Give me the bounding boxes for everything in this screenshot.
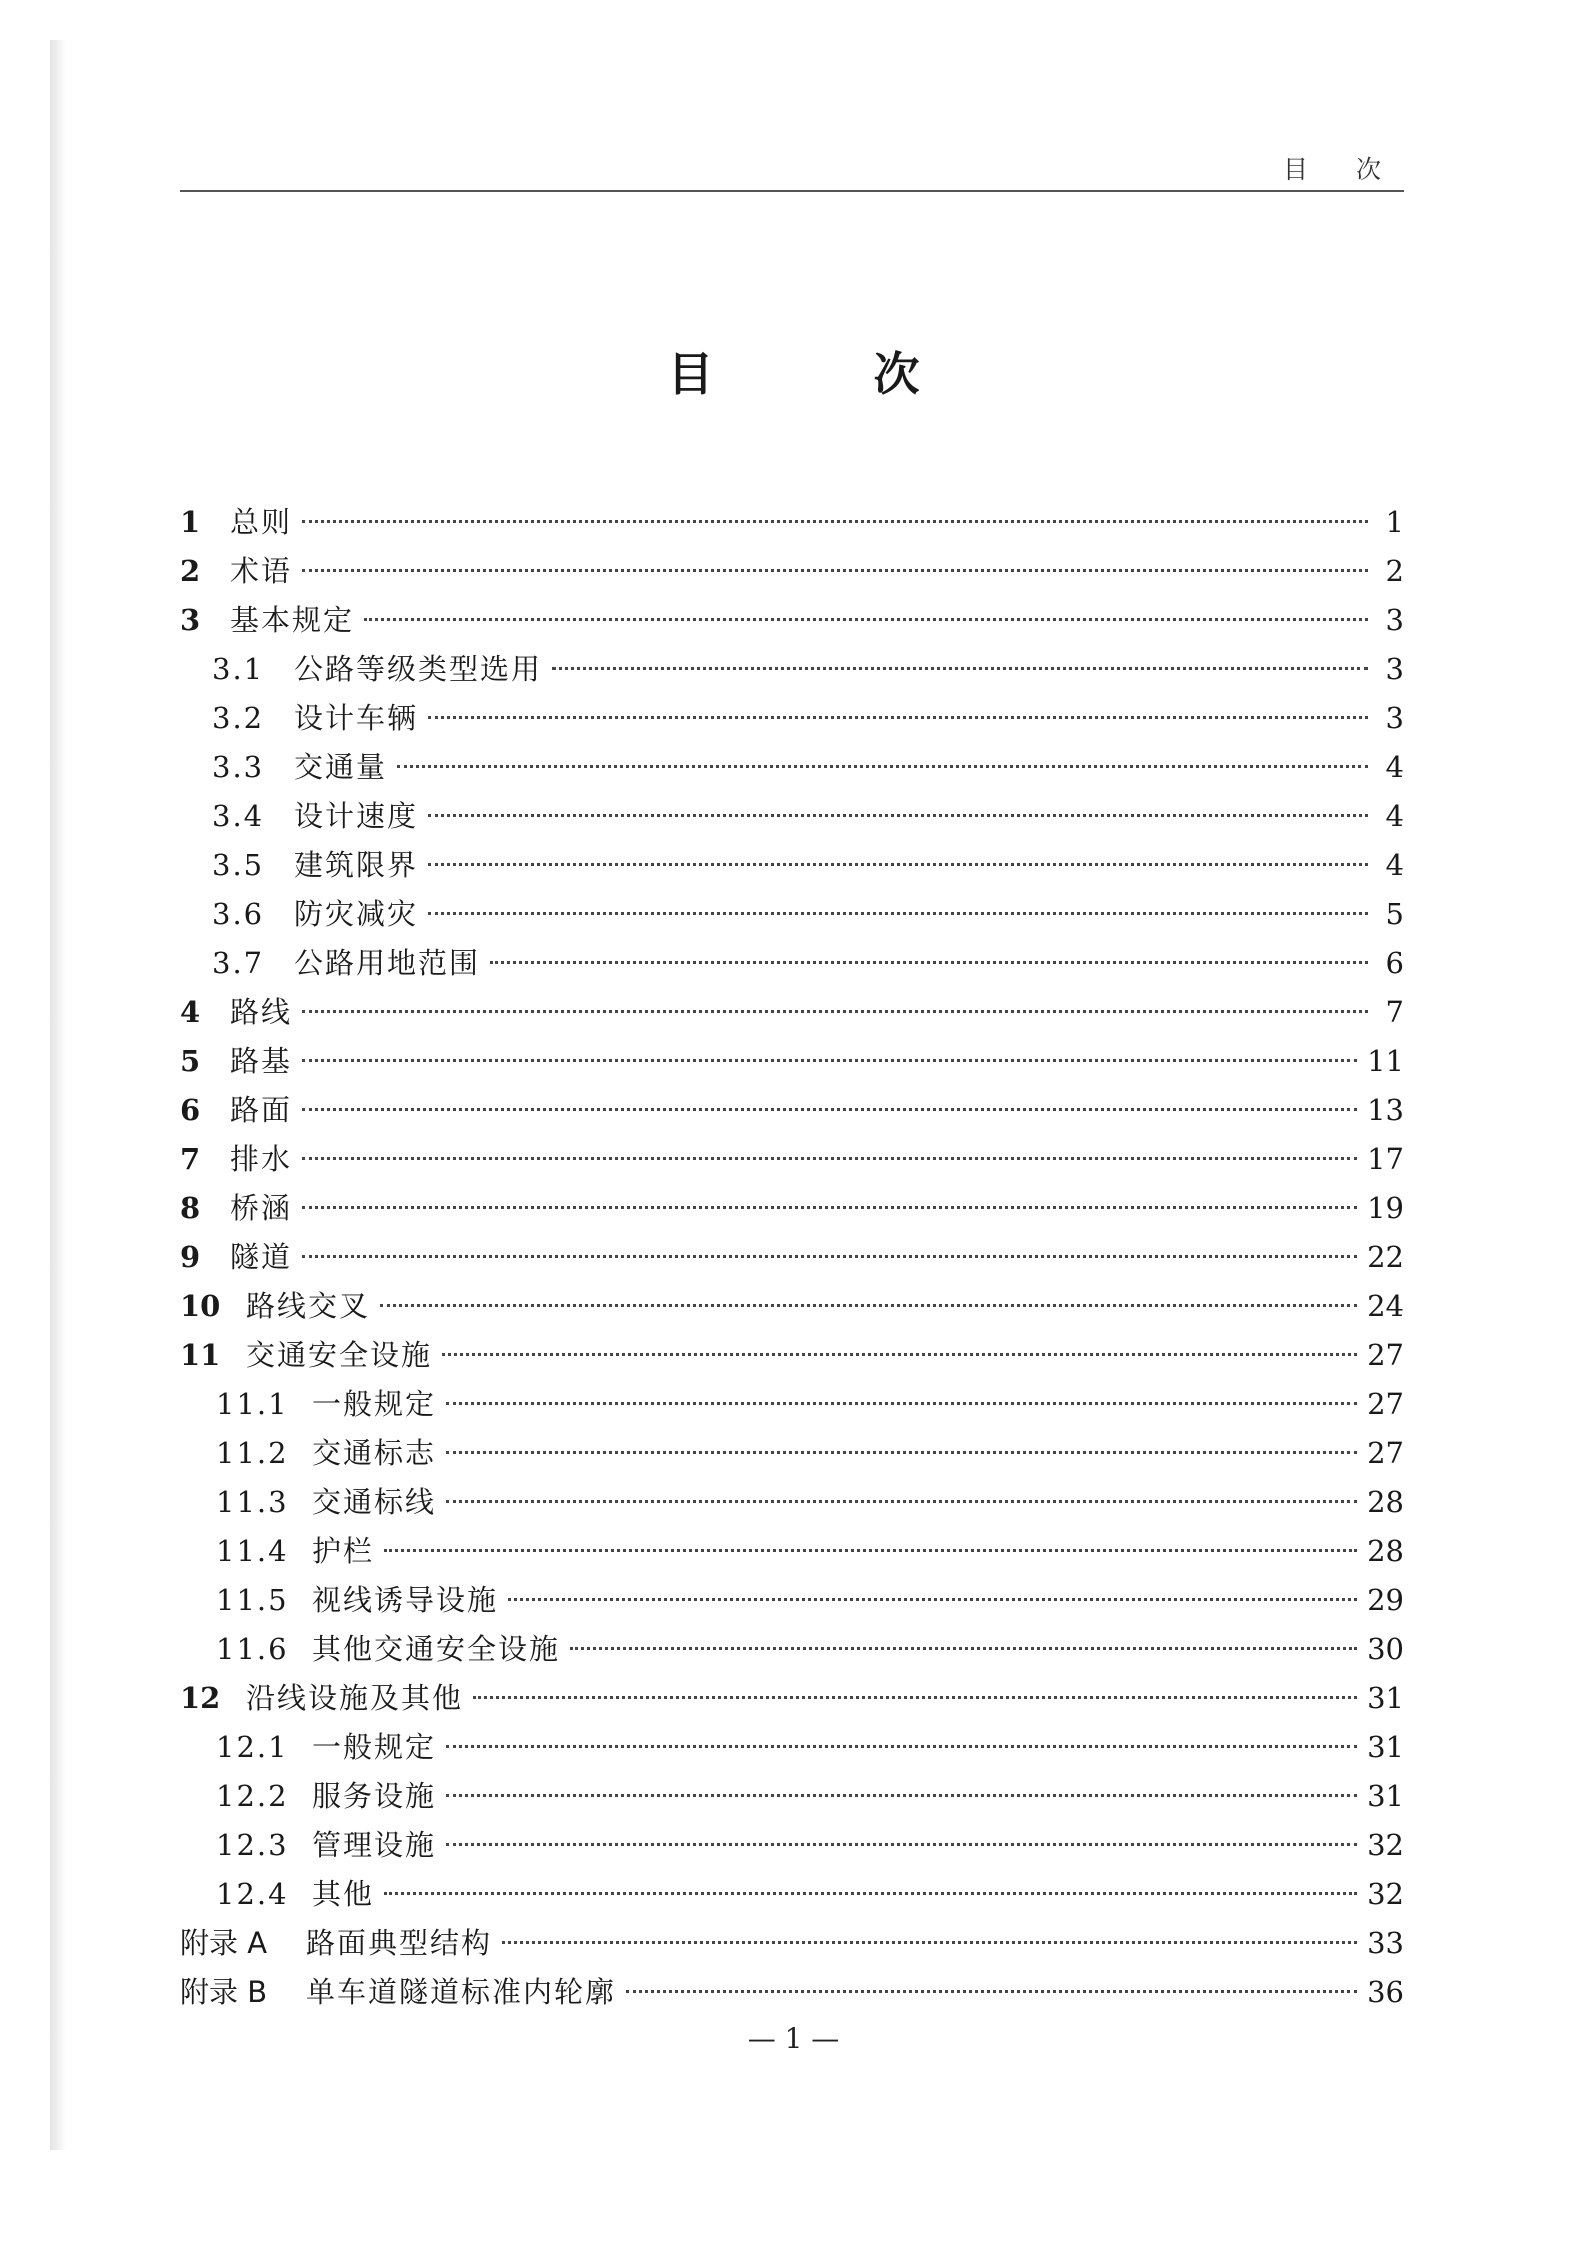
toc-entry-title: 视线诱导设施 xyxy=(312,1583,499,1617)
toc-entry-number: 4 xyxy=(180,995,201,1029)
toc-entry[interactable] xyxy=(180,743,1404,792)
dot-leader xyxy=(508,1598,1357,1601)
dot-leader xyxy=(397,765,1368,768)
toc-entry-page: 4 xyxy=(1385,848,1404,882)
dot-leader xyxy=(446,1402,1357,1405)
dot-leader xyxy=(446,1745,1357,1748)
toc-entry-number: 8 xyxy=(180,1191,201,1225)
toc-entry-page: 24 xyxy=(1367,1289,1404,1323)
toc-entry-page: 33 xyxy=(1367,1926,1404,1960)
page-title: 目 次 xyxy=(667,347,992,401)
dot-leader xyxy=(502,1941,1357,1944)
toc-entry-title: 沿线设施及其他 xyxy=(246,1681,464,1715)
toc-entry-number: 5 xyxy=(180,1044,201,1078)
toc-entry[interactable] xyxy=(180,1723,1404,1772)
dot-leader xyxy=(302,1010,1368,1013)
toc-entry-title: 其他交通安全设施 xyxy=(312,1632,561,1666)
toc-entry-page: 27 xyxy=(1367,1436,1404,1470)
toc-entry-page: 30 xyxy=(1367,1632,1404,1666)
toc-entry[interactable] xyxy=(180,1478,1404,1527)
dot-leader xyxy=(380,1304,1357,1307)
toc-entry-title: 建筑限界 xyxy=(294,848,419,882)
toc-entry-number: 11.1 xyxy=(216,1387,289,1421)
toc-entry-number: 附录 B xyxy=(180,1975,268,2009)
toc-entry-title: 路面典型结构 xyxy=(306,1926,493,1960)
toc-entry[interactable] xyxy=(180,1968,1404,2017)
toc-entry-number: 11 xyxy=(180,1338,221,1372)
toc-entry-page: 3 xyxy=(1385,603,1404,637)
toc-entry[interactable] xyxy=(180,1527,1404,1576)
dot-leader xyxy=(442,1353,1357,1356)
toc-entry[interactable] xyxy=(180,1576,1404,1625)
toc-entry-number: 12.2 xyxy=(216,1779,289,1813)
toc-entry-title: 路基 xyxy=(230,1044,293,1078)
toc-entry-title: 单车道隧道标准内轮廓 xyxy=(306,1975,617,2009)
toc-entry-number: 11.5 xyxy=(216,1583,289,1617)
toc-entry-page: 3 xyxy=(1385,652,1404,686)
toc-entry-page: 28 xyxy=(1367,1534,1404,1568)
toc-entry-page: 28 xyxy=(1367,1485,1404,1519)
toc-entry[interactable] xyxy=(180,939,1404,988)
toc-entry[interactable] xyxy=(180,1429,1404,1478)
toc-entry-page: 2 xyxy=(1385,554,1404,588)
toc-entry[interactable] xyxy=(180,1919,1404,1968)
toc-entry-title: 服务设施 xyxy=(312,1779,437,1813)
toc-entry[interactable] xyxy=(180,1135,1404,1184)
toc-entry-title: 设计速度 xyxy=(294,799,419,833)
running-head: 目 次 xyxy=(1283,155,1401,184)
toc-entry-page: 32 xyxy=(1367,1877,1404,1911)
dot-leader xyxy=(302,520,1368,523)
dot-leader xyxy=(490,961,1368,964)
toc-entry-title: 路面 xyxy=(230,1093,293,1127)
toc-entry-number: 6 xyxy=(180,1093,201,1127)
toc-entry[interactable] xyxy=(180,988,1404,1037)
toc-entry[interactable] xyxy=(180,1674,1404,1723)
toc-entry-number: 11.2 xyxy=(216,1436,289,1470)
toc-entry-number: 3.7 xyxy=(212,946,265,980)
toc-entry-number: 9 xyxy=(180,1240,201,1274)
toc-entry[interactable] xyxy=(180,1625,1404,1674)
toc-entry-page: 6 xyxy=(1385,946,1404,980)
dot-leader xyxy=(552,667,1368,670)
dot-leader xyxy=(428,716,1368,719)
toc-entry-page: 4 xyxy=(1385,799,1404,833)
toc-entry-page: 31 xyxy=(1367,1779,1404,1813)
toc-entry-title: 交通标线 xyxy=(312,1485,437,1519)
dot-leader xyxy=(446,1843,1357,1846)
toc-entry-number: 3.2 xyxy=(212,701,265,735)
toc-entry-title: 一般规定 xyxy=(312,1730,437,1764)
toc-entry-number: 11.4 xyxy=(216,1534,289,1568)
toc-entry[interactable] xyxy=(180,841,1404,890)
toc-entry-title: 交通安全设施 xyxy=(246,1338,433,1372)
toc-entry-page: 19 xyxy=(1367,1191,1404,1225)
dot-leader xyxy=(446,1500,1357,1503)
toc-entry-title: 隧道 xyxy=(230,1240,293,1274)
toc-entry-title: 总则 xyxy=(230,505,293,539)
dot-leader xyxy=(302,1255,1357,1258)
toc-entry-page: 17 xyxy=(1367,1142,1404,1176)
dot-leader xyxy=(302,1108,1357,1111)
toc-entry-page: 4 xyxy=(1385,750,1404,784)
toc-entry-title: 路线 xyxy=(230,995,293,1029)
toc-entry-title: 术语 xyxy=(230,554,293,588)
toc-entry-number: 10 xyxy=(180,1289,221,1323)
toc-entry-number: 7 xyxy=(180,1142,201,1176)
toc-entry[interactable] xyxy=(180,498,1404,547)
toc-entry[interactable] xyxy=(180,1870,1404,1919)
toc-entry-number: 3.4 xyxy=(212,799,265,833)
toc-entry-number: 11.6 xyxy=(216,1632,289,1666)
toc-entry-number: 3 xyxy=(180,603,201,637)
dot-leader xyxy=(428,912,1368,915)
toc-entry-page: 1 xyxy=(1385,505,1404,539)
dot-leader xyxy=(446,1794,1357,1797)
toc-entry-page: 22 xyxy=(1367,1240,1404,1274)
dot-leader xyxy=(384,1549,1357,1552)
toc-entry-title: 基本规定 xyxy=(230,603,355,637)
toc-entry[interactable] xyxy=(180,1821,1404,1870)
toc-entry-title: 桥涵 xyxy=(230,1191,293,1225)
toc-entry-number: 3.3 xyxy=(212,750,265,784)
toc-entry-title: 公路等级类型选用 xyxy=(294,652,543,686)
toc-entry[interactable] xyxy=(180,1233,1404,1282)
dot-leader xyxy=(626,1990,1357,1993)
toc-entry-page: 29 xyxy=(1367,1583,1404,1617)
toc-entry[interactable] xyxy=(180,1184,1404,1233)
toc-entry-title: 公路用地范围 xyxy=(294,946,481,980)
dot-leader xyxy=(428,814,1368,817)
toc-entry-number: 2 xyxy=(180,554,201,588)
page-number: — 1 — xyxy=(747,2022,840,2055)
toc-entry-title: 护栏 xyxy=(312,1534,375,1568)
dot-leader xyxy=(473,1696,1357,1699)
toc-entry-title: 设计车辆 xyxy=(294,701,419,735)
toc-entry[interactable] xyxy=(180,1037,1404,1086)
toc-entry-number: 3.5 xyxy=(212,848,265,882)
toc-entry-title: 一般规定 xyxy=(312,1387,437,1421)
dot-leader xyxy=(364,618,1368,621)
toc-entry[interactable] xyxy=(180,645,1404,694)
toc-entry[interactable] xyxy=(180,1772,1404,1821)
table-of-contents xyxy=(180,498,1404,2017)
toc-entry[interactable] xyxy=(180,792,1404,841)
toc-entry[interactable] xyxy=(180,1282,1404,1331)
toc-entry-page: 7 xyxy=(1385,995,1404,1029)
dot-leader xyxy=(302,1157,1357,1160)
toc-entry-title: 其他 xyxy=(312,1877,375,1911)
toc-entry-page: 32 xyxy=(1367,1828,1404,1862)
toc-entry[interactable] xyxy=(180,694,1404,743)
toc-entry-title: 交通量 xyxy=(294,750,388,784)
toc-entry-number: 3.6 xyxy=(212,897,265,931)
toc-entry-page: 31 xyxy=(1367,1681,1404,1715)
toc-entry[interactable] xyxy=(180,596,1404,645)
toc-entry-number: 附录 A xyxy=(180,1926,268,1960)
toc-entry-number: 11.3 xyxy=(216,1485,289,1519)
dot-leader xyxy=(302,569,1368,572)
toc-entry-page: 13 xyxy=(1367,1093,1404,1127)
toc-entry-page: 3 xyxy=(1385,701,1404,735)
toc-entry[interactable] xyxy=(180,1086,1404,1135)
toc-entry-page: 36 xyxy=(1367,1975,1404,2009)
toc-entry-title: 路线交叉 xyxy=(246,1289,371,1323)
toc-entry-number: 12.4 xyxy=(216,1877,289,1911)
toc-entry-number: 12.3 xyxy=(216,1828,289,1862)
dot-leader xyxy=(302,1206,1357,1209)
toc-entry-number: 3.1 xyxy=(212,652,265,686)
toc-entry-page: 27 xyxy=(1367,1338,1404,1372)
dot-leader xyxy=(428,863,1368,866)
toc-entry-title: 管理设施 xyxy=(312,1828,437,1862)
toc-entry-number: 12.1 xyxy=(216,1730,289,1764)
toc-entry[interactable] xyxy=(180,1331,1404,1380)
toc-entry-page: 31 xyxy=(1367,1730,1404,1764)
dot-leader xyxy=(302,1059,1357,1062)
dot-leader xyxy=(446,1451,1357,1454)
toc-entry-number: 1 xyxy=(180,505,201,539)
dot-leader xyxy=(384,1892,1357,1895)
toc-entry-title: 排水 xyxy=(230,1142,293,1176)
toc-entry-title: 防灾减灾 xyxy=(294,897,419,931)
toc-entry-number: 12 xyxy=(180,1681,221,1715)
dot-leader xyxy=(570,1647,1357,1650)
toc-entry-title: 交通标志 xyxy=(312,1436,437,1470)
toc-entry-page: 27 xyxy=(1367,1387,1404,1421)
toc-entry[interactable] xyxy=(180,547,1404,596)
toc-entry-page: 11 xyxy=(1367,1044,1404,1078)
toc-entry[interactable] xyxy=(180,1380,1404,1429)
header-rule xyxy=(180,190,1404,192)
toc-entry[interactable] xyxy=(180,890,1404,939)
toc-entry-page: 5 xyxy=(1385,897,1404,931)
